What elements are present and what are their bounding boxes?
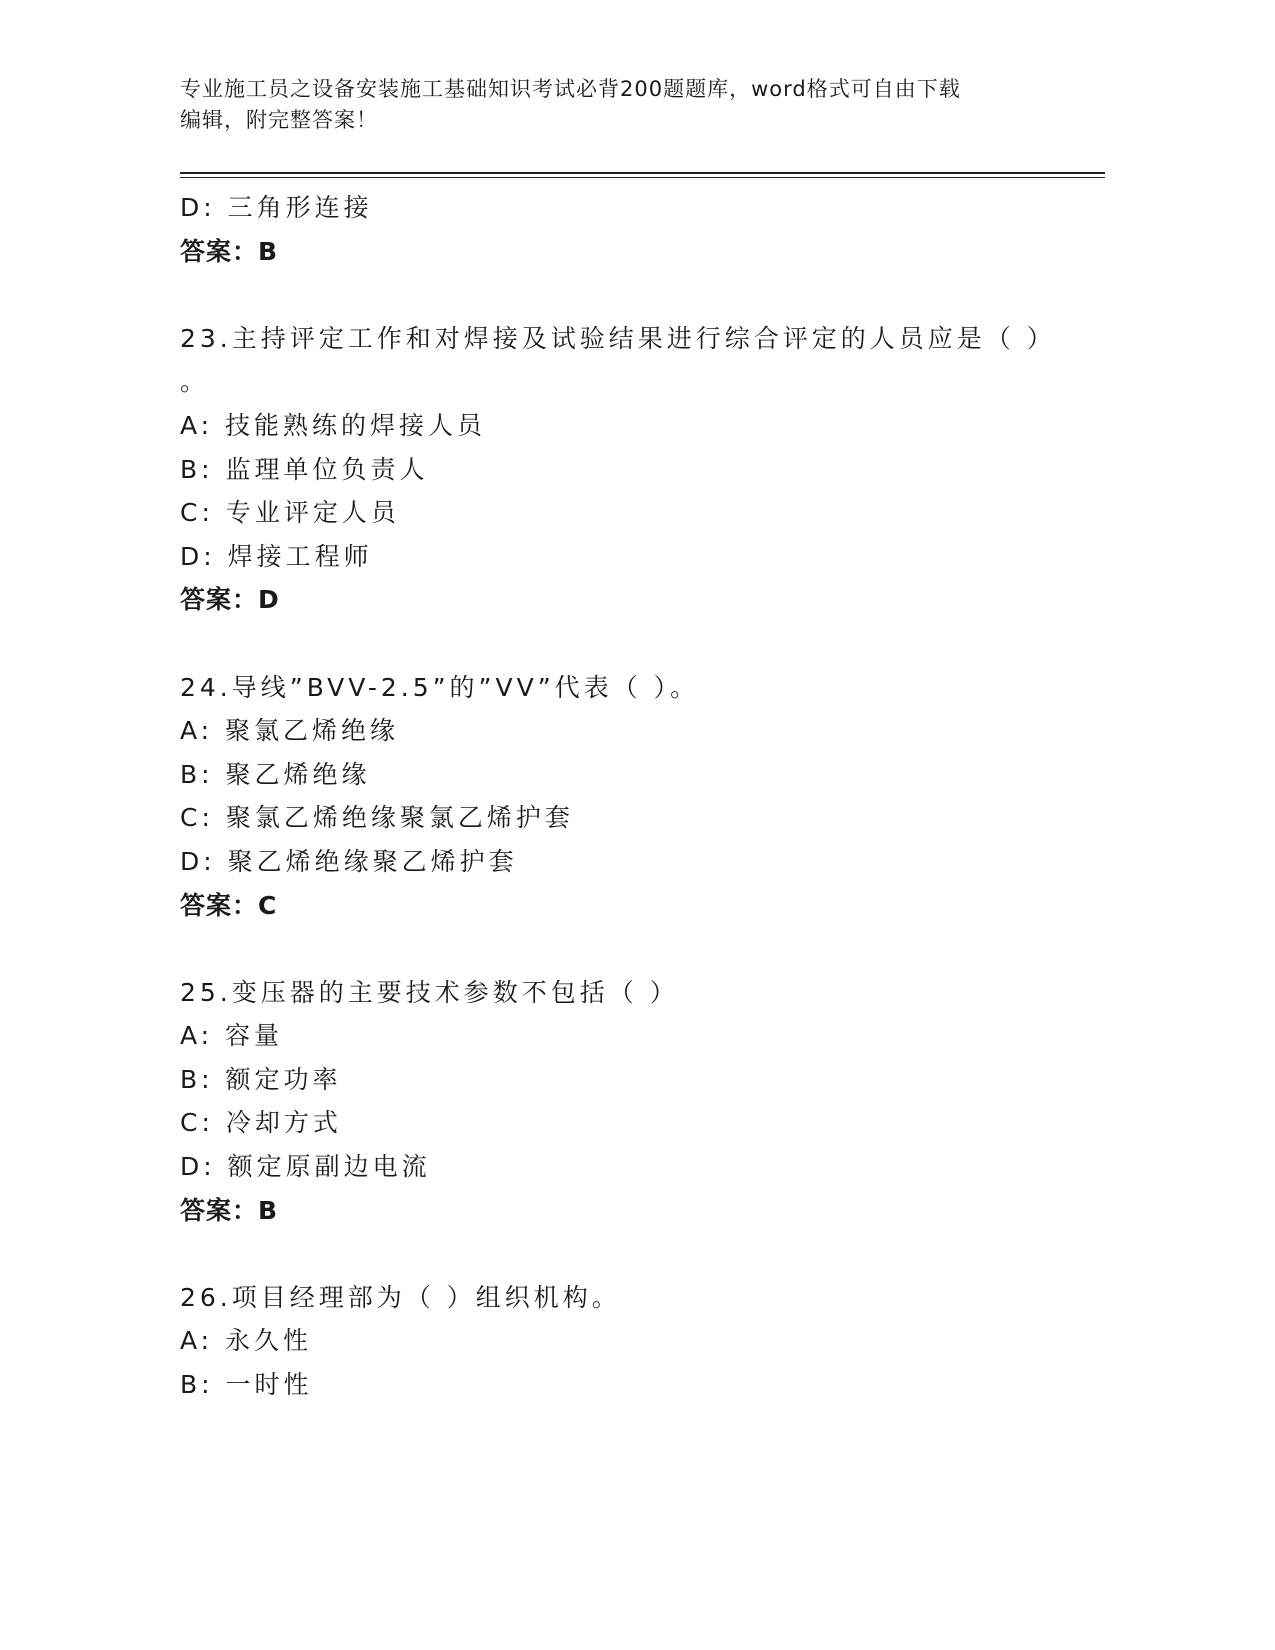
option-c: C: 专业评定人员 xyxy=(180,498,400,528)
option-c: C: 聚氯乙烯绝缘聚氯乙烯护套 xyxy=(180,803,574,833)
option-a: A: 永久性 xyxy=(180,1326,313,1356)
question-stem: 25.变压器的主要技术参数不包括（ ） xyxy=(180,977,679,1007)
header-rule-thick xyxy=(180,172,1105,174)
option-a: A: 技能熟练的焊接人员 xyxy=(180,410,487,440)
question-list xyxy=(180,186,1105,1407)
header-rule-thin xyxy=(180,177,1105,178)
option-c: C: 冷却方式 xyxy=(180,1108,342,1138)
header-title-line-2: 编辑，附完整答案！ xyxy=(180,108,378,132)
question-25 xyxy=(180,971,1105,1233)
question-stem: 23.主持评定工作和对焊接及试验结果进行综合评定的人员应是（ ） xyxy=(180,323,1056,353)
question-stem: 24.导线”BVV-2.5”的”VV”代表（ ）。 xyxy=(180,672,700,702)
answer: 答案：D xyxy=(180,585,280,615)
question-stem: 26.项目经理部为（ ）组织机构。 xyxy=(180,1282,621,1312)
option-b: B: 额定功率 xyxy=(180,1064,342,1094)
document-header xyxy=(180,74,1040,136)
option-b: B: 一时性 xyxy=(180,1370,313,1400)
answer: 答案：B xyxy=(180,1195,279,1225)
prev-option-d: D: 三角形连接 xyxy=(180,193,373,222)
option-b: B: 监理单位负责人 xyxy=(180,454,429,484)
option-a: A: 容量 xyxy=(180,1021,284,1051)
option-d: D: 聚乙烯绝缘聚乙烯护套 xyxy=(180,846,518,876)
question-23 xyxy=(180,317,1105,622)
option-a: A: 聚氯乙烯绝缘 xyxy=(180,716,400,746)
question-stem-continuation: 。 xyxy=(180,367,210,397)
prev-answer: 答案：B xyxy=(180,236,279,266)
question-26 xyxy=(180,1276,1105,1407)
option-d: D: 焊接工程师 xyxy=(180,541,373,571)
question-24 xyxy=(180,666,1105,928)
option-b: B: 聚乙烯绝缘 xyxy=(180,759,371,789)
header-title-line-1: 专业施工员之设备安装施工基础知识考试必背200题题库，word格式可自由下载 xyxy=(180,77,961,101)
answer: 答案：C xyxy=(180,890,278,920)
option-d: D: 额定原副边电流 xyxy=(180,1152,431,1182)
